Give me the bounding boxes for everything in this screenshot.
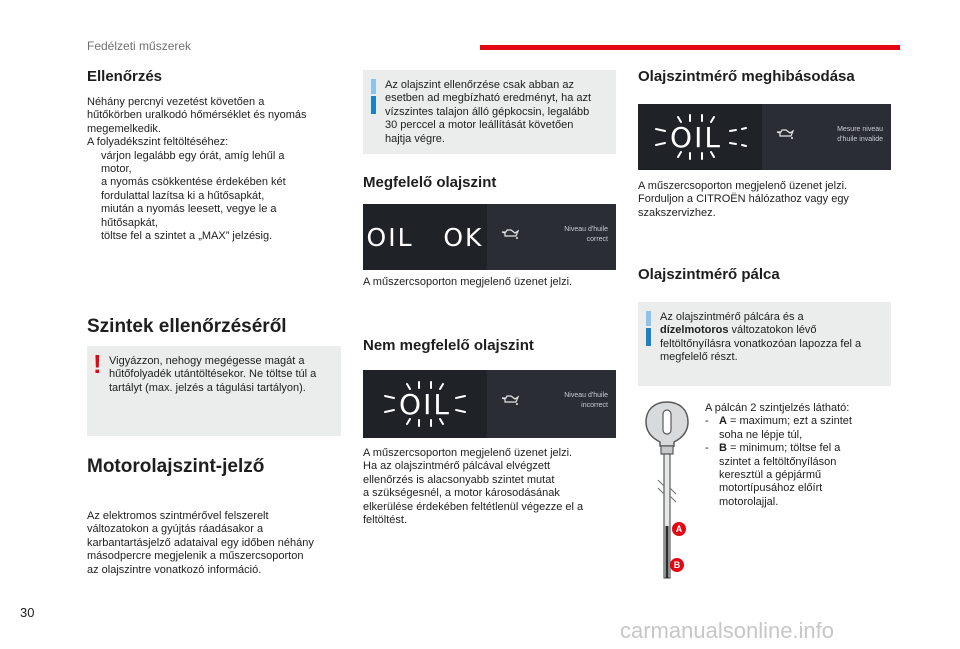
oil-can-icon [501,226,519,240]
info-line: Az olajszint ellenőrzése csak abban az [385,79,574,91]
check-line: Néhány percnyi vezetést követően a [87,96,265,108]
caption-line: Ha az olajszintmérő pálcával elvégzett [363,460,551,473]
info-line: 30 perccel a motor leállítását követően [385,119,574,132]
info-post: változatokon lévő [728,324,817,337]
display-message-line: Niveau d'huile [564,226,608,233]
info-line: esetben ad megbízható eredményt, ha azt [385,92,592,105]
info-icon [371,96,376,114]
caption-line: A műszercsoporton megjelenő üzenet jelzi. [363,447,573,459]
oil-can-icon [776,126,794,140]
check-line: megemelkedik. [87,122,161,135]
watermark: carmanualsonline.info [620,618,835,643]
info-icon [646,311,651,326]
header-title: Fedélzeti műszerek [87,39,192,53]
bullet-line: miután a nyomás leesett, vegye le a [101,203,277,216]
display-right [762,104,891,170]
section-title-ok: Megfelelő olajszint [363,174,497,191]
check-line: A folyadékszint feltöltéséhez: [87,136,229,149]
item-line [719,415,885,428]
info-line: Az olajszintmérő pálcára és a [660,311,804,323]
oil-ok-display [363,204,616,270]
info-box-dipstick [638,302,891,386]
warning-line: Vigyázzon, nehogy megégesse magát a [109,355,305,367]
item-line: soha ne lépje túl, [719,428,803,441]
marker-b-badge: B [670,558,684,572]
item-key: A [719,415,727,428]
item-text: = maximum; ezt a szintet [726,415,852,428]
ok-caption: A műszercsoporton megjelenő üzenet jelzi. [363,276,573,288]
dipstick-illustration [636,398,698,582]
display-message-line: Mesure niveau [837,126,883,133]
check-line: hűtőkörben uralkodó hőmérséklet és nyomás [87,109,307,122]
section-title-check: Ellenőrzés [87,68,163,85]
caption-line: A műszercsoporton megjelenő üzenet jelzi. [638,180,848,192]
warning-exclamation-icon: ! [93,349,102,379]
display-message [546,225,608,245]
caption-line: ellenőrzés is alacsonyabb szintet mutat [363,473,555,486]
indicator-line: Az elektromos szintmérővel felszerelt [87,510,269,522]
display-right [487,370,616,438]
warning-line: hűtőfolyadék utántöltésekor. Ne töltse túl a [109,368,317,381]
info-icon [371,79,376,94]
bullet-line: a nyomás csökkentése érdekében két [101,176,286,189]
info-text [660,311,888,365]
section-title-bad: Nem megfelelő olajszint [363,337,534,354]
info-line: hajtja végre. [385,132,445,145]
bullet-line: motor, [101,163,132,176]
bullet-line: hűtősapkát, [101,216,158,229]
oil-fault-label: OIL [670,121,722,154]
display-message-line: correct [586,236,608,243]
page-number: 30 [20,605,35,620]
section-title-indicator: Motorolajszint-jelző [87,456,265,477]
item-line: szintet a feltöltőnyíláson [719,455,837,468]
display-left [638,104,762,170]
oil-fault-display [638,104,891,170]
caption-line: feltöltést. [363,514,408,527]
info-line: feltöltőnyílásra vonatkozóan lapozza fel a [660,337,862,350]
marker-a-badge: A [672,522,686,536]
caption-line: Forduljon a CITROËN hálózathoz vagy egy [638,193,849,206]
info-line: megfelelő részt. [660,351,738,364]
section-title-levels: Szintek ellenőrzéséről [87,316,287,337]
display-left [363,204,487,270]
display-message-line: d'huile invalide [837,136,883,143]
display-left [363,370,487,438]
list-dash: - [705,442,709,455]
info-line: vízszintes talajon álló gépkocsin, legalább [385,105,590,118]
caption-line: elkerülése érdekében feltétlenül végezze el a [363,500,584,513]
info-box-oil-check [363,70,616,154]
list-item [87,203,347,230]
bad-caption [363,447,616,527]
fault-caption [638,180,891,220]
list-dash: - [705,415,709,428]
section-title-dipstick: Olajszintmérő pálca [638,266,780,283]
display-message-line: Niveau d'huile [564,392,608,399]
oil-bad-label: OIL [399,388,451,421]
info-icon [646,328,651,346]
display-message [821,125,883,145]
caption-line: szakszervizhez. [638,206,716,219]
info-line [660,324,888,337]
item-key: B [719,442,727,455]
header-accent-bar [480,45,900,50]
caption-line: a szükségesnél, a motor károsodásának [363,487,560,500]
indicator-line: változatokon a gyújtás ráadásakor a [87,523,264,536]
section-title-fault: Olajszintmérő meghibásodása [638,68,855,85]
oil-bad-display [363,370,616,438]
warning-line: tartályt (max. jelzés a tágulási tartályon). [109,381,306,394]
item-line: motortípusához előírt [719,482,823,495]
indicator-line: másodpercre megjelenik a műszercsoporton [87,550,304,563]
info-bold: dízelmotoros [660,324,729,337]
bullet-line: fordulattal lazítsa ki a hűtősapkát, [101,189,265,202]
warning-text [109,355,337,395]
item-line: keresztül a gépjármű [719,469,822,482]
bullet-line: töltse fel a szintet a „MAX” jelzésig. [101,230,273,243]
display-message [546,391,608,411]
item-line: motorolajjal. [719,495,779,508]
dipstick-text [705,402,885,509]
indicator-line: karbantartásjelző adataival egy időben néhány [87,536,314,549]
bullet-line: várjon legalább egy órát, amíg lehűl a [101,149,285,162]
indicator-line: az olajszintre vonatkozó információ. [87,563,262,576]
display-right [487,204,616,270]
item-text: = minimum; töltse fel a [726,442,841,455]
list-item [87,176,347,203]
warning-box [87,346,341,436]
list-item [705,415,885,442]
check-text [87,96,347,243]
indicator-text [87,510,347,577]
oil-ok-label: OIL OK [366,222,484,252]
display-message-line: incorrect [581,402,608,409]
info-text [385,79,613,146]
oil-can-icon [501,392,519,406]
item-line [719,442,885,455]
list-item [87,150,347,177]
list-item [87,230,347,243]
dipstick-intro: A pálcán 2 szintjelzés látható: [705,402,850,414]
list-item [705,442,885,509]
